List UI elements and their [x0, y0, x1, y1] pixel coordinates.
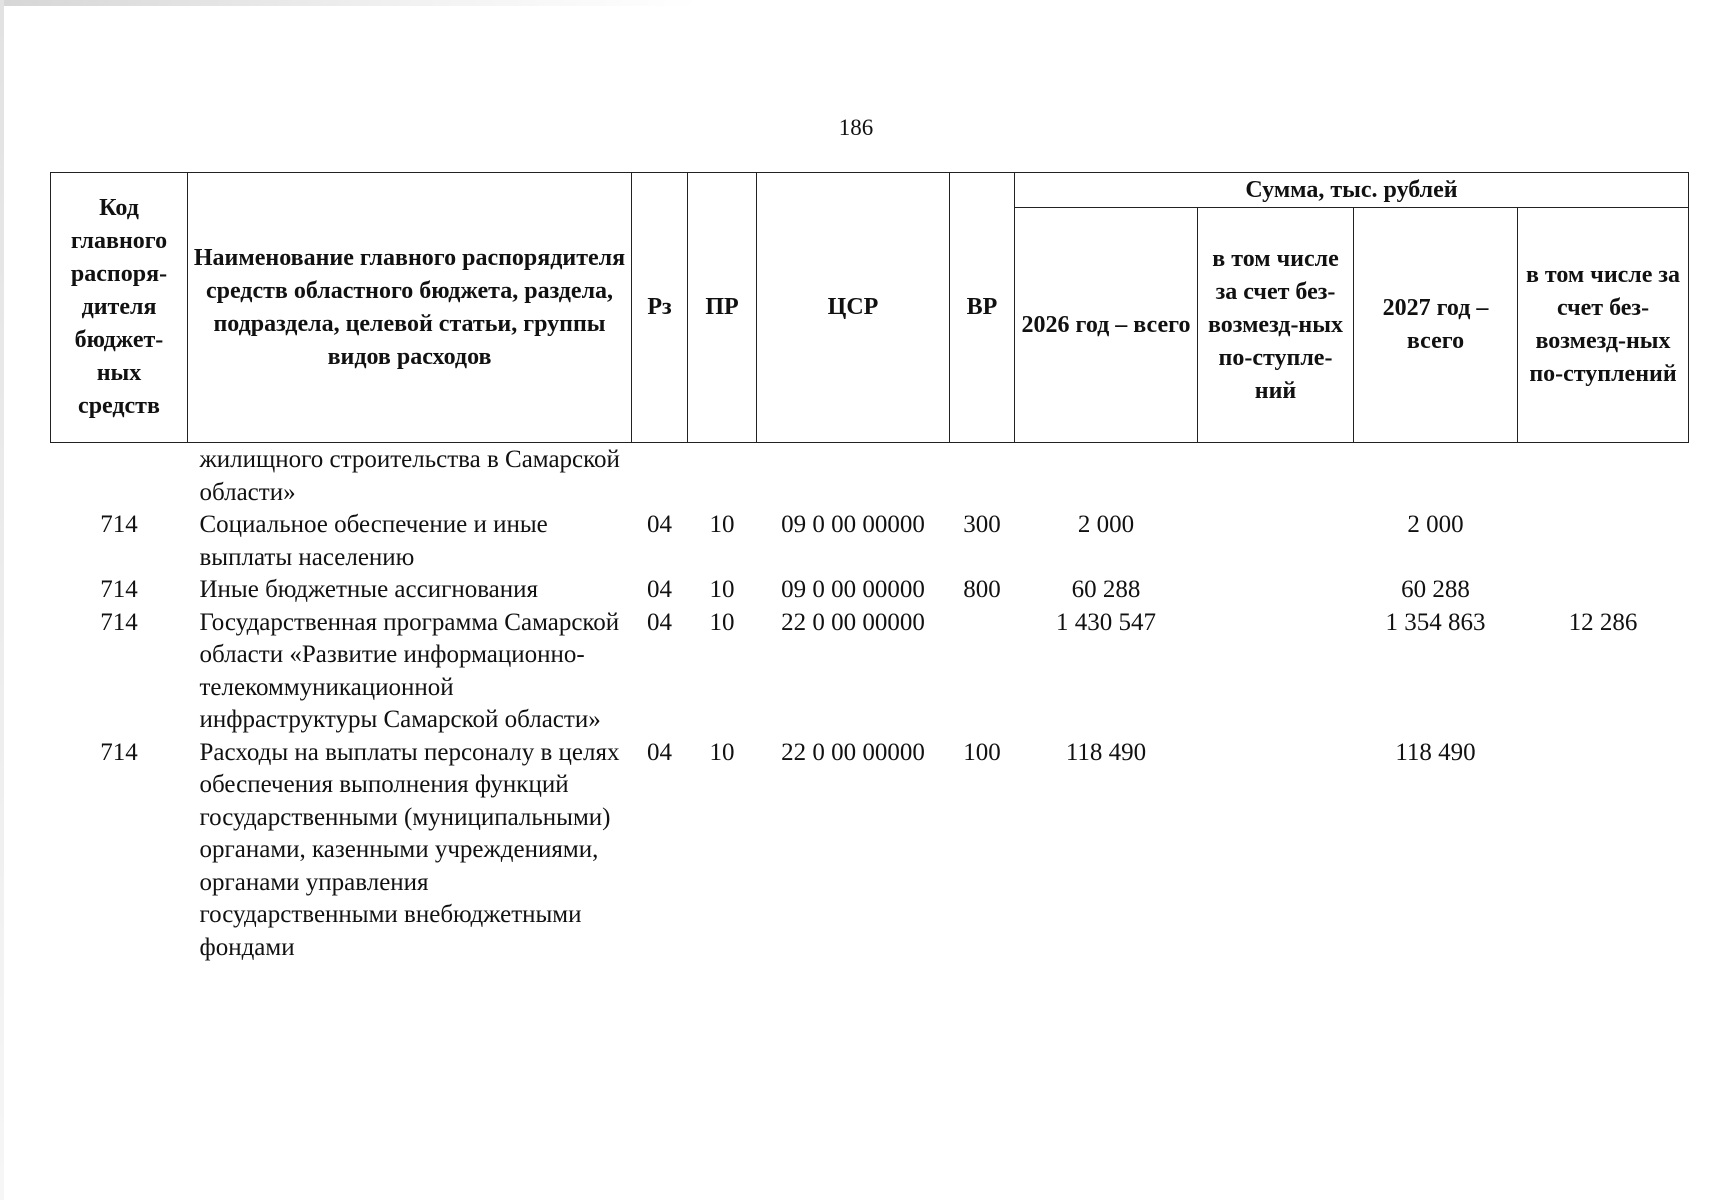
cell-2027-total: 118 490: [1395, 738, 1476, 766]
cell-2027-total: 2 000: [1407, 511, 1464, 538]
table-row: [51, 607, 1689, 737]
cell-vr: [950, 443, 1015, 510]
cell-csr: 22 0 00 00000: [781, 608, 925, 636]
cell-2027-grants: [1518, 443, 1689, 510]
page-number: 186: [838, 115, 874, 140]
table-row: [51, 574, 1689, 607]
cell-2026-total: 118 490: [1065, 738, 1147, 766]
cell-2027-total: 1 354 863: [1385, 608, 1486, 636]
header-csr: ЦСР: [757, 173, 950, 443]
cell-2026-grants: [1198, 574, 1354, 607]
cell-name: Иные бюджетные ассигнования: [199, 576, 539, 603]
cell-2027-total: [1354, 443, 1518, 510]
cell-2027-grants: 12 286: [1568, 608, 1638, 636]
cell-2026-grants: [1198, 443, 1354, 510]
header-name: Наименование главного распорядителя средств областного бюджета, раздела, подраздела, целевой статьи, группы видов расходов: [188, 173, 632, 443]
cell-name: Государственная программа Самарской области «Развитие информационно-телекоммуникационной инфраструктуры Самарской области»: [199, 608, 620, 733]
cell-rz: 04: [647, 511, 672, 538]
cell-code: 714: [100, 511, 138, 538]
cell-rz: 04: [647, 738, 672, 766]
table-header: [51, 173, 1689, 443]
cell-2026-grants: [1198, 509, 1354, 574]
cell-2026-grants: [1198, 607, 1354, 737]
cell-code: 714: [100, 608, 138, 636]
cell-code: 714: [100, 576, 138, 603]
table-body: [51, 443, 1689, 965]
cell-vr: 100: [963, 738, 1001, 766]
scan-edge-left: [0, 0, 4, 1200]
cell-2027-grants: [1518, 509, 1689, 574]
cell-code: 714: [100, 738, 138, 766]
budget-table: [50, 172, 1689, 964]
cell-pr: 10: [709, 738, 735, 766]
cell-vr: 800: [963, 576, 1001, 603]
table-row: [51, 509, 1689, 574]
scan-edge-top: [0, 0, 700, 6]
cell-2026-total: 1 430 547: [1056, 608, 1156, 636]
header-2027-grants: в том числе за счет без-возмезд-ных по-ступлений: [1518, 208, 1689, 443]
cell-pr: [688, 443, 757, 510]
cell-csr: [757, 443, 950, 510]
cell-2027-grants: [1518, 574, 1689, 607]
cell-rz: 04: [647, 608, 672, 636]
cell-2026-total: [1015, 443, 1198, 510]
cell-csr: 22 0 00 00000: [781, 738, 925, 766]
cell-csr: 09 0 00 00000: [781, 511, 925, 538]
cell-pr: 10: [709, 608, 735, 636]
cell-name: Расходы на выплаты персоналу в целях обеспечения выполнения функций государственными (муниципальными) органами, казенными учреждениями, органами управления государственными внебюджетными фондами: [199, 738, 620, 961]
header-2026-grants: в том числе за счет без-возмезд-ных по-ступле-ний: [1198, 208, 1354, 443]
header-vr: ВР: [950, 173, 1015, 443]
cell-2026-total: 2 000: [1077, 511, 1135, 538]
cell-2026-grants: [1198, 737, 1354, 965]
header-sum: Сумма, тыс. рублей: [1015, 173, 1689, 208]
cell-name: жилищного строительства в Самарской области»: [199, 446, 620, 506]
cell-csr: 09 0 00 00000: [781, 576, 925, 603]
cell-pr: 10: [709, 511, 735, 538]
header-rz: Рз: [632, 173, 688, 443]
cell-code: [51, 443, 188, 510]
cell-pr: 10: [709, 576, 735, 603]
cell-rz: 04: [647, 576, 672, 603]
header-2027-total: 2027 год – всего: [1354, 208, 1518, 443]
cell-2026-total: 60 288: [1071, 576, 1141, 603]
header-pr: ПР: [688, 173, 757, 443]
table-row: [51, 443, 1689, 510]
cell-2027-grants: [1518, 737, 1689, 965]
cell-rz: [632, 443, 688, 510]
cell-vr: 300: [963, 511, 1001, 538]
header-2026-total: 2026 год – всего: [1015, 208, 1198, 443]
cell-name: Социальное обеспечение и иные выплаты населению: [199, 511, 548, 571]
header-code: Код главного распоря-дителя бюджет-ных средств: [51, 173, 188, 443]
table-row: [51, 737, 1689, 965]
cell-2027-total: 60 288: [1401, 576, 1470, 603]
cell-vr: [950, 607, 1015, 737]
